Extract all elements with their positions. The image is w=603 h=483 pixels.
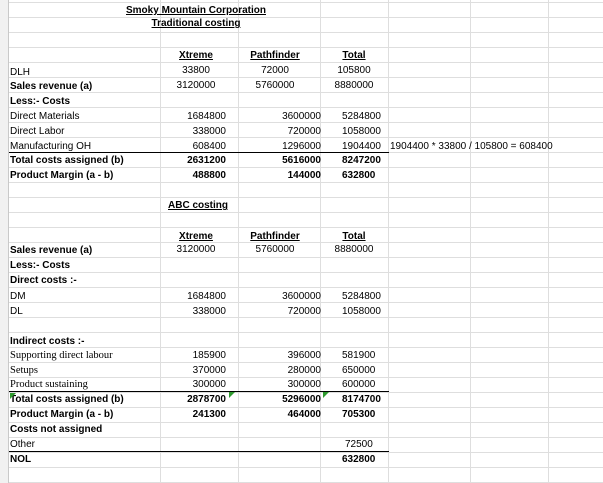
abc-supporting-label[interactable]: Supporting direct labour [10, 350, 113, 361]
abc-total-costs-label[interactable]: Total costs assigned (b) [10, 394, 124, 405]
abc-setups-xtreme[interactable]: 370000 [192, 365, 226, 376]
trad-margin-label[interactable]: Product Margin (a - b) [10, 170, 114, 181]
abc-total-costs-pathfinder[interactable]: 5296000 [282, 394, 321, 405]
error-indicator-xtreme-total[interactable] [229, 392, 235, 398]
trad-dl-pathfinder[interactable]: 720000 [287, 126, 321, 137]
abc-margin-xtreme[interactable]: 241300 [192, 409, 226, 420]
abc-direct-costs-label[interactable]: Direct costs :- [10, 275, 77, 286]
grid-column-line [548, 0, 549, 483]
trad-sales-label[interactable]: Sales revenue (a) [10, 81, 93, 92]
grid-row-line [0, 77, 603, 78]
grid-row-line [0, 362, 603, 363]
trad-dm-xtreme[interactable]: 1684800 [187, 111, 226, 122]
grid-column-line [238, 0, 239, 483]
grid-row-line [0, 467, 603, 468]
grid-row-line [0, 347, 603, 348]
grid-row-line [0, 167, 603, 168]
grid-row-line [0, 257, 603, 258]
trad-dlh-total[interactable]: 105800 [337, 65, 371, 76]
abc-setups-label[interactable]: Setups [10, 365, 39, 376]
trad-dl-label[interactable]: Direct Labor [10, 126, 65, 137]
trad-sales-total[interactable]: 8880000 [334, 80, 374, 91]
grid-row-line [0, 227, 603, 228]
grid-row-line [0, 62, 603, 63]
abc-header-total[interactable]: Total [342, 231, 366, 242]
abc-sales-total[interactable]: 8880000 [334, 244, 374, 255]
trad-total-costs-pathfinder[interactable]: 5616000 [282, 155, 321, 166]
abc-margin-label[interactable]: Product Margin (a - b) [10, 409, 114, 420]
abc-header-xtreme[interactable]: Xtreme [179, 231, 213, 242]
abc-total-costs-xtreme[interactable]: 2878700 [187, 394, 226, 405]
trad-margin-total[interactable]: 632800 [342, 170, 376, 181]
trad-dlh-label[interactable]: DLH [10, 67, 31, 78]
abc-sales-pathfinder[interactable]: 5760000 [255, 244, 295, 255]
grid-row-line [0, 197, 603, 198]
grid-row-line [0, 452, 603, 453]
trad-moh-xtreme[interactable]: 608400 [192, 141, 226, 152]
abc-costs-not-assigned-label[interactable]: Costs not assigned [10, 424, 103, 435]
abc-sustaining-pathfinder[interactable]: 300000 [287, 379, 321, 390]
trad-sales-xtreme[interactable]: 3120000 [176, 80, 216, 91]
abc-dm-pathfinder[interactable]: 3600000 [282, 291, 321, 302]
report-title[interactable]: Smoky Mountain Corporation [126, 5, 266, 16]
abc-total-rule [9, 391, 389, 392]
abc-margin-pathfinder[interactable]: 464000 [287, 409, 321, 420]
abc-other-label[interactable]: Other [10, 439, 36, 450]
trad-header-total[interactable]: Total [342, 50, 366, 61]
trad-header-pathfinder[interactable]: Pathfinder [250, 50, 300, 61]
trad-dm-pathfinder[interactable]: 3600000 [282, 111, 321, 122]
grid-row-line [0, 47, 603, 48]
abc-dl-xtreme[interactable]: 338000 [192, 306, 226, 317]
abc-supporting-xtreme[interactable]: 185900 [192, 350, 226, 361]
trad-sales-pathfinder[interactable]: 5760000 [255, 80, 295, 91]
trad-margin-pathfinder[interactable]: 144000 [287, 170, 321, 181]
row-header-strip[interactable] [0, 0, 9, 483]
abc-indirect-costs-label[interactable]: Indirect costs :- [10, 336, 85, 347]
abc-dm-label[interactable]: DM [10, 291, 26, 302]
trad-dlh-pathfinder[interactable]: 72000 [261, 65, 289, 76]
grid-row-line [0, 182, 603, 183]
abc-dl-pathfinder[interactable]: 720000 [287, 306, 321, 317]
trad-moh-calculation-note[interactable]: 1904400 * 33800 / 105800 = 608400 [390, 141, 553, 152]
grid-column-line [470, 0, 471, 483]
abc-total-costs-total[interactable]: 8174700 [342, 394, 381, 405]
abc-other-total[interactable]: 72500 [345, 439, 373, 450]
grid-row-line [0, 437, 603, 438]
grid-row-line [0, 287, 603, 288]
abc-header-pathfinder[interactable]: Pathfinder [250, 231, 300, 242]
grid-column-line [388, 0, 389, 483]
trad-moh-label[interactable]: Manufacturing OH [10, 141, 92, 152]
error-indicator-row[interactable] [10, 393, 16, 399]
trad-moh-pathfinder[interactable]: 1296000 [282, 141, 321, 152]
abc-setups-pathfinder[interactable]: 280000 [287, 365, 321, 376]
nol-rule [9, 451, 389, 452]
grid-row-line [0, 2, 603, 3]
abc-sales-xtreme[interactable]: 3120000 [176, 244, 216, 255]
abc-dl-label[interactable]: DL [10, 306, 23, 317]
trad-total-costs-total[interactable]: 8247200 [342, 155, 381, 166]
abc-sales-label[interactable]: Sales revenue (a) [10, 245, 93, 256]
trad-dm-label[interactable]: Direct Materials [10, 111, 80, 122]
abc-nol-label[interactable]: NOL [10, 454, 32, 465]
trad-dl-xtreme[interactable]: 338000 [192, 126, 226, 137]
abc-dm-xtreme[interactable]: 1684800 [187, 291, 226, 302]
abc-costing-heading[interactable]: ABC costing [168, 200, 228, 211]
trad-total-rule [9, 152, 389, 153]
grid-row-line [0, 107, 603, 108]
grid-row-line [0, 32, 603, 33]
abc-sustaining-xtreme[interactable]: 300000 [192, 379, 226, 390]
abc-supporting-total[interactable]: 581900 [342, 350, 376, 361]
trad-header-xtreme[interactable]: Xtreme [179, 50, 213, 61]
trad-margin-xtreme[interactable]: 488800 [192, 170, 226, 181]
abc-less-costs-label[interactable]: Less:- Costs [10, 260, 71, 271]
trad-total-costs-label[interactable]: Total costs assigned (b) [10, 155, 124, 166]
abc-sustaining-label[interactable]: Product sustaining [10, 379, 88, 390]
traditional-costing-heading[interactable]: Traditional costing [151, 18, 241, 29]
abc-setups-total[interactable]: 650000 [342, 365, 376, 376]
error-indicator-pathfinder-total[interactable] [323, 392, 329, 398]
grid-row-line [0, 212, 603, 213]
trad-moh-total[interactable]: 1904400 [342, 141, 381, 152]
grid-row-line [0, 272, 603, 273]
abc-margin-total[interactable]: 705300 [342, 409, 376, 420]
abc-dl-total[interactable]: 1058000 [342, 306, 381, 317]
grid-row-line [0, 17, 603, 18]
trad-dm-total[interactable]: 5284800 [342, 111, 381, 122]
abc-dm-total[interactable]: 5284800 [342, 291, 381, 302]
trad-dlh-xtreme[interactable]: 33800 [182, 65, 210, 76]
grid-row-line [0, 332, 603, 333]
trad-total-costs-xtreme[interactable]: 2631200 [187, 155, 226, 166]
abc-sustaining-total[interactable]: 600000 [342, 379, 376, 390]
abc-nol-total[interactable]: 632800 [342, 454, 376, 465]
abc-supporting-pathfinder[interactable]: 396000 [287, 350, 321, 361]
trad-less-costs-label[interactable]: Less:- Costs [10, 96, 71, 107]
trad-dl-total[interactable]: 1058000 [342, 126, 381, 137]
